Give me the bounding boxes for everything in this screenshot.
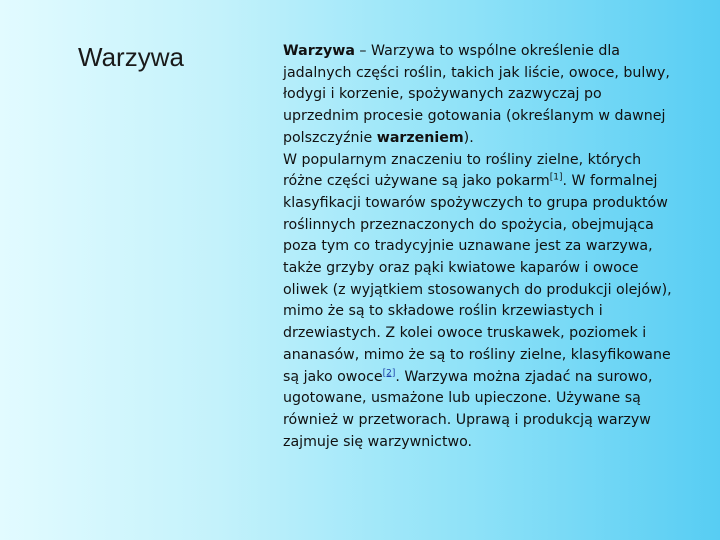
definition-end: ).: [463, 129, 474, 146]
definition-text: Warzywa to wspólne określenie dla jadalnych części roślin, takich jak liście, owoce, bulwy, łodygi i korzenie, spożywanych zazwyczaj po uprzednim procesie gotowania (określanym w dawnej polszczyźnie: [283, 43, 670, 146]
dash: –: [354, 43, 372, 59]
article-text: [283, 41, 675, 453]
slide-title: Warzywa: [78, 42, 184, 72]
footnote-ref-1: [1]: [549, 172, 563, 183]
paragraph-description: [283, 150, 675, 454]
footnote-ref-2-link[interactable]: [2]: [382, 367, 396, 378]
term-warzeniem: warzeniem: [376, 129, 464, 146]
paragraph-definition: [283, 41, 675, 150]
description-text-start: W popularnym znaczeniu to rośliny zielne, których różne części używane są jako pokarm: [283, 151, 642, 190]
description-text-middle: . W formalnej klasyfikacji towarów spożywczych to grupa produktów roślinnych przeznaczonych do spożycia, obejmująca poza tym co tradycyjnie uznawane jest za warzywa, także grzyby oraz pąki kwiatowe kaparów i owoce oliwek (z wyjątkiem stosowanych do produkcji olejów), mimo że są to składowe roślin krzewiastych i drzewiastych. Z kolei owoce truskawek, poziomek i ananasów, mimo że są to rośliny zielne, klasyfikowane są jako owoce: [283, 173, 672, 385]
term-warzywa: Warzywa: [283, 43, 355, 59]
description-text-end: . Warzywa można zjadać na surowo, ugotowane, usmażone lub upieczone. Używane są również w przetworach. Uprawą i produkcją warzyw zajmuje się warzywnictwo.: [283, 368, 653, 450]
